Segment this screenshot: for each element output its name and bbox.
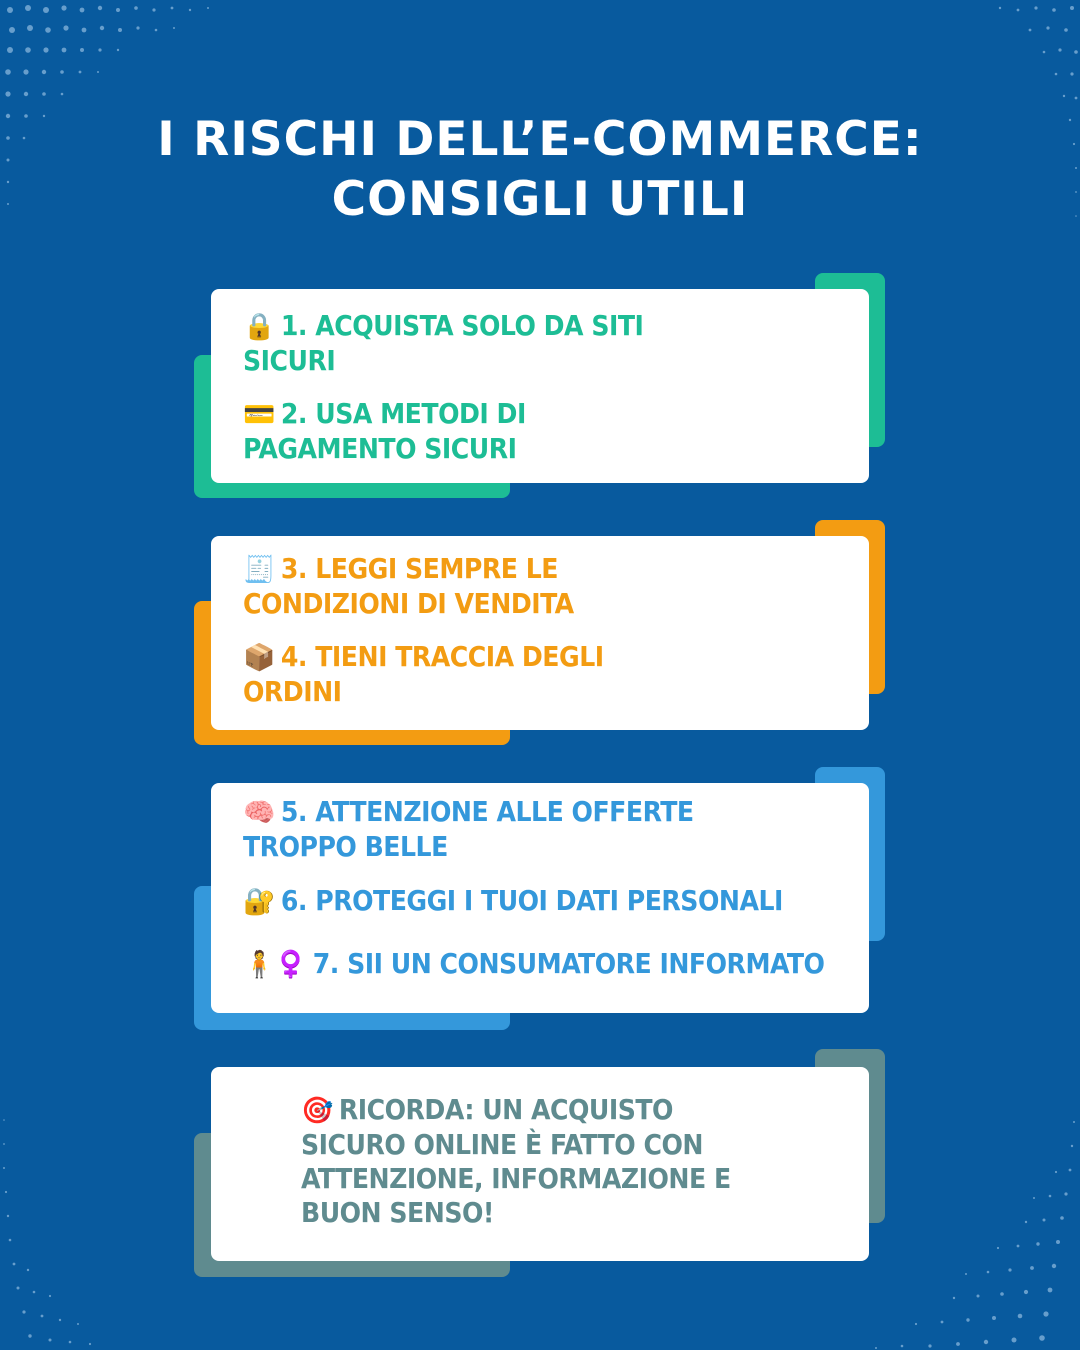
tip-5-text-line-2: TROPPO BELLE (243, 830, 448, 863)
tip-6-text: 6. PROTEGGI I TUOI DATI PERSONALI (280, 884, 783, 917)
tip-item-7 (243, 947, 824, 982)
tips-card-1 (211, 289, 869, 483)
target-icon: 🎯 (301, 1096, 333, 1126)
tip-3-text-line-1: 3. LEGGI SEMPRE LE (280, 552, 558, 585)
tip-7-text: 7. SII UN CONSUMATORE INFORMATO (312, 947, 825, 980)
tip-2-text-line-2: PAGAMENTO SICURI (243, 432, 517, 465)
tip-item-6 (243, 884, 783, 919)
lock-key-icon: 🔐 (243, 887, 275, 917)
tip-4-text-line-2: ORDINI (243, 675, 342, 708)
receipt-icon: 🧾 (243, 555, 275, 585)
reminder-card (211, 1067, 869, 1261)
tip-5-text-line-1: 5. ATTENZIONE ALLE OFFERTE (280, 795, 694, 828)
package-icon: 📦 (243, 643, 275, 673)
page-title (0, 110, 1080, 230)
tip-item-5 (243, 795, 694, 864)
tip-4-text-line-1: 4. TIENI TRACCIA DEGLI (280, 640, 604, 673)
reminder-line-4: BUON SENSO! (301, 1196, 494, 1229)
brain-icon: 🧠 (243, 798, 275, 828)
reminder-line-2: SICURO ONLINE È FATTO CON (301, 1128, 703, 1161)
page-title-line-2: CONSIGLI UTILI (331, 172, 749, 227)
tip-1-text-line-2: SICURI (243, 344, 336, 377)
person-female-sign-icon: 🧍♀️ (243, 950, 307, 980)
tip-item-1 (243, 309, 643, 378)
page-title-line-1: I RISCHI DELL’E-COMMERCE: (157, 112, 923, 167)
tip-item-4 (243, 640, 604, 709)
tip-2-text-line-1: 2. USA METODI DI (280, 397, 526, 430)
reminder-text (301, 1093, 731, 1230)
tips-card-2 (211, 536, 869, 730)
tip-item-3 (243, 552, 574, 621)
reminder-line-3: ATTENZIONE, INFORMAZIONE E (301, 1162, 731, 1195)
tips-card-3 (211, 783, 869, 1013)
reminder-line-1: RICORDA: UN ACQUISTO (338, 1093, 673, 1126)
lock-icon: 🔒 (243, 312, 275, 342)
dots-bottom-left-decoration (0, 1110, 120, 1350)
tip-item-2 (243, 397, 526, 466)
credit-card-icon: 💳 (243, 400, 275, 430)
tip-1-text-line-1: 1. ACQUISTA SOLO DA SITI (280, 309, 644, 342)
tip-3-text-line-2: CONDIZIONI DI VENDITA (243, 587, 574, 620)
